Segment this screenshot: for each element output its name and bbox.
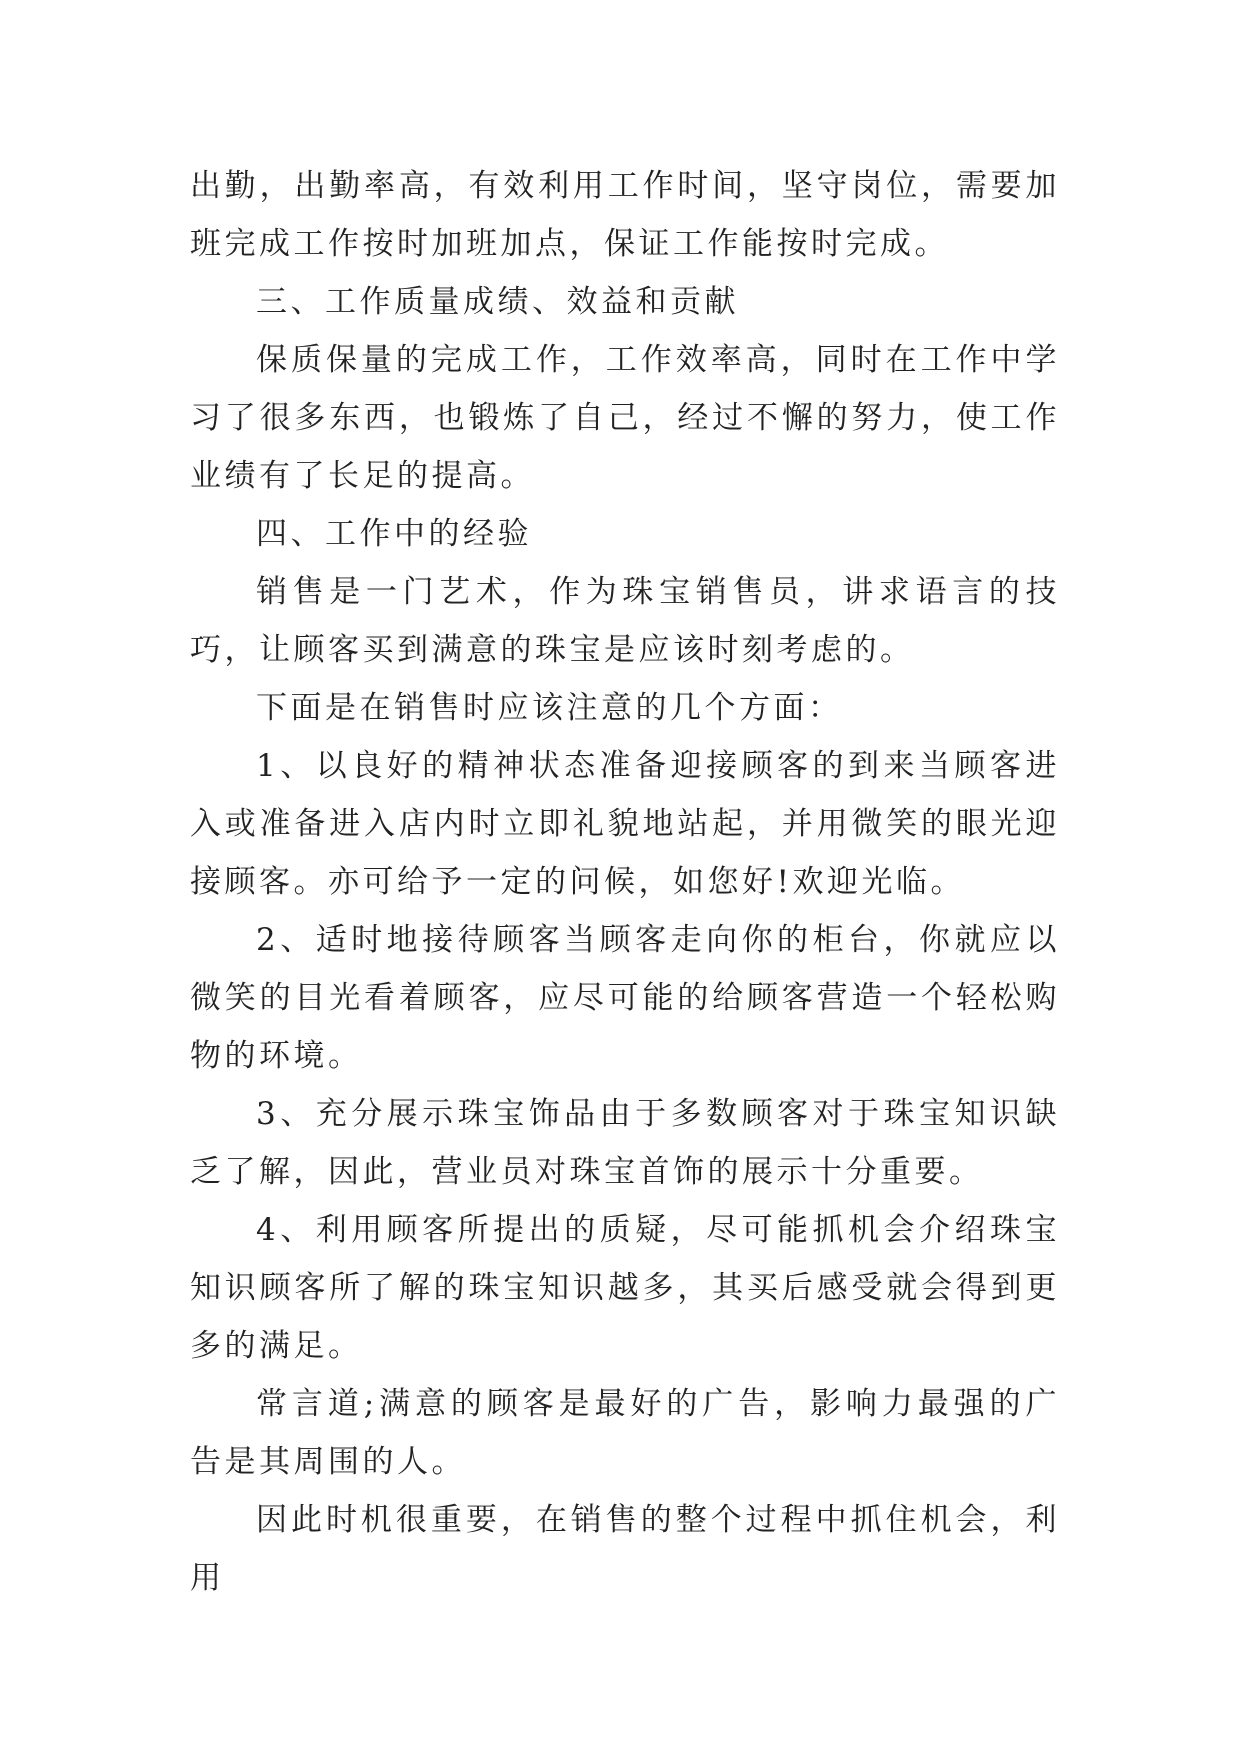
paragraph-sales-art: 销售是一门艺术，作为珠宝销售员，讲求语言的技巧，让顾客买到满意的珠宝是应该时刻考虑的。 [190,574,1060,668]
section-heading-quality: 三、工作质量成绩、效益和贡献 [256,284,739,320]
list-item-1: 1、以良好的精神状态准备迎接顾客的到来当顾客进入或准备进入店内时立即礼貌地站起，并用微笑的眼光迎接顾客。亦可给予一定的问候，如您好!欢迎光临。 [190,748,1060,900]
paragraph-timing: 因此时机很重要，在销售的整个过程中抓住机会，利用 [190,1502,1060,1596]
list-item-2: 2、适时地接待顾客当顾客走向你的柜台，你就应以微笑的目光看着顾客，应尽可能的给顾客营造一个轻松购物的环境。 [190,922,1060,1074]
paragraph-attendance: 出勤，出勤率高，有效利用工作时间，坚守岗位，需要加班完成工作按时加班加点，保证工作能按时完成。 [190,168,1060,262]
section-heading-experience: 四、工作中的经验 [256,516,532,552]
document-body [190,157,1060,1607]
list-item-3: 3、充分展示珠宝饰品由于多数顾客对于珠宝知识缺乏了解，因此，营业员对珠宝首饰的展示十分重要。 [190,1096,1060,1190]
paragraph-sales-intro: 下面是在销售时应该注意的几个方面： [256,690,843,726]
paragraph-saying: 常言道;满意的顾客是最好的广告，影响力最强的广告是其周围的人。 [190,1386,1060,1480]
paragraph-quality: 保质保量的完成工作，工作效率高，同时在工作中学习了很多东西，也锻炼了自己，经过不懈的努力，使工作业绩有了长足的提高。 [190,342,1060,494]
list-item-4: 4、利用顾客所提出的质疑，尽可能抓机会介绍珠宝知识顾客所了解的珠宝知识越多，其买后感受就会得到更多的满足。 [190,1212,1060,1364]
